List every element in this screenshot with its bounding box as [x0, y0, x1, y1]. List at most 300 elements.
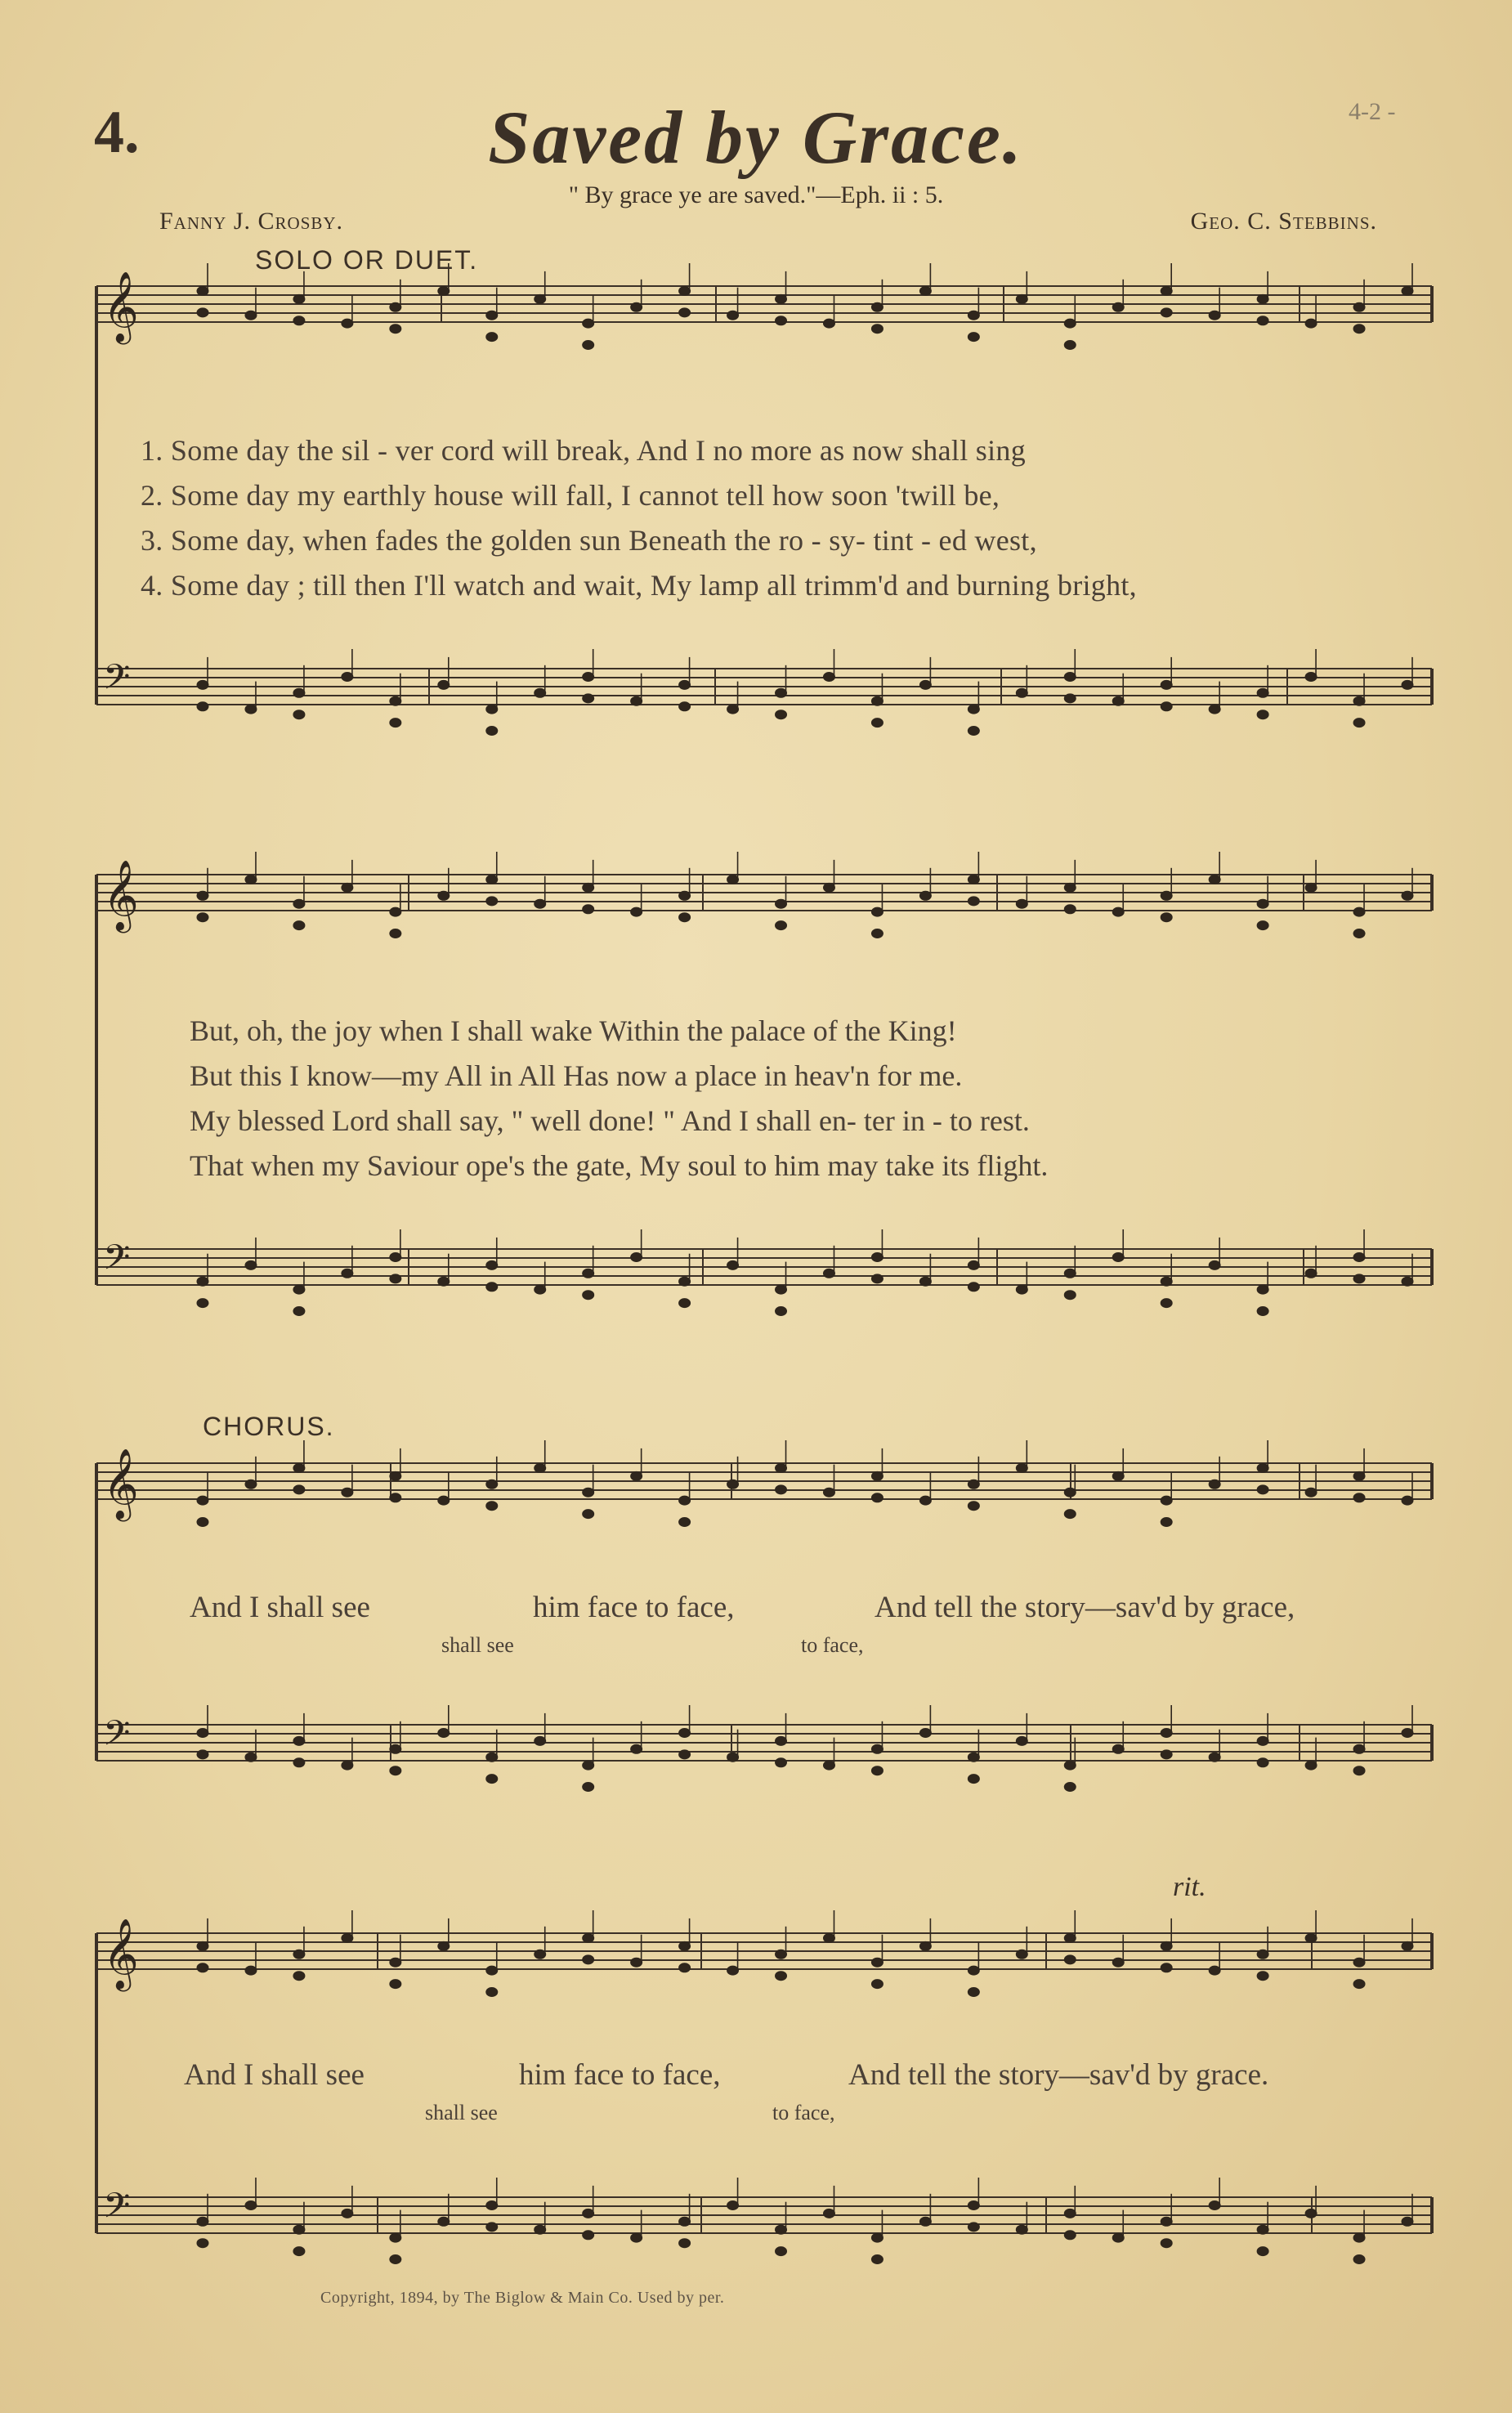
note-head: [583, 673, 594, 682]
note-head: [535, 1464, 546, 1473]
note-head: [631, 1744, 642, 1753]
note-head: [583, 1955, 594, 1964]
note-head: [968, 2223, 979, 2232]
note-head: [871, 1493, 883, 1502]
note-head: [1064, 1761, 1076, 1770]
note-head: [1305, 673, 1317, 682]
note-head: [1112, 1958, 1124, 1967]
note-head: [968, 2201, 979, 2210]
chorus-line-2-part-b: him face to face,: [519, 2058, 721, 2092]
note-head: [583, 883, 594, 892]
note-head: [197, 287, 208, 296]
verse-line-3: 3. Some day, when fades the golden sun Beneath the ro - sy- tint - ed west,: [141, 524, 1037, 557]
note-head: [871, 1766, 883, 1775]
note-head: [968, 1260, 979, 1269]
note-head: [1402, 1729, 1413, 1738]
note-head: [293, 1950, 305, 1959]
note-head: [1064, 1934, 1076, 1943]
note-head: [679, 287, 691, 296]
note-head: [776, 2247, 787, 2256]
note-head: [727, 1753, 739, 1762]
note-head: [1016, 1464, 1027, 1473]
note-head: [535, 294, 546, 303]
note-head: [486, 897, 498, 906]
note-head: [390, 325, 401, 334]
note-head: [486, 1775, 498, 1784]
note-head: [968, 311, 979, 320]
note-head: [1353, 1766, 1365, 1775]
note-head: [293, 316, 305, 325]
note-head: [1353, 1493, 1365, 1502]
note-head: [197, 1277, 208, 1286]
note-head: [679, 1518, 691, 1527]
chorus-line-1-part-a: And I shall see: [190, 1591, 370, 1624]
note-head: [1257, 1307, 1268, 1316]
note-head: [583, 1510, 594, 1519]
note-head: [727, 1966, 739, 1975]
note-head: [293, 1736, 305, 1745]
note-head: [1064, 1269, 1076, 1278]
note-head: [1209, 311, 1220, 320]
note-head: [293, 2247, 305, 2256]
note-head: [679, 308, 691, 317]
note-head: [1257, 2225, 1268, 2234]
note-head: [342, 2209, 353, 2218]
note-head: [293, 294, 305, 303]
hymn-title: Saved by Grace.: [488, 96, 1024, 179]
note-head: [293, 921, 305, 930]
note-head: [727, 2201, 739, 2210]
note-head: [968, 1988, 979, 1997]
refrain-line-1: But, oh, the joy when I shall wake Within the palace of the King!: [190, 1014, 957, 1047]
note-head: [197, 1941, 208, 1950]
note-head: [1161, 1963, 1172, 1972]
note-head: [1161, 680, 1172, 689]
note-head: [1209, 1260, 1220, 1269]
note-head: [871, 719, 883, 727]
note-head: [1112, 2233, 1124, 2242]
note-head: [968, 1283, 979, 1292]
note-head: [1305, 2209, 1317, 2218]
note-head: [679, 913, 691, 922]
note-head: [535, 1736, 546, 1745]
note-head: [1257, 1972, 1268, 1981]
note-head: [968, 1966, 979, 1975]
note-head: [1402, 2217, 1413, 2226]
note-head: [390, 1493, 401, 1502]
note-head: [679, 1496, 691, 1505]
note-head: [727, 705, 739, 714]
note-head: [1257, 294, 1268, 303]
note-head: [1064, 319, 1076, 328]
note-head: [583, 1783, 594, 1792]
copyright-notice: Copyright, 1894, by The Biglow & Main Co. Used by per.: [320, 2289, 725, 2307]
note-head: [1353, 1253, 1365, 1262]
note-head: [438, 1941, 450, 1950]
note-head: [1064, 2209, 1076, 2218]
note-head: [197, 1729, 208, 1738]
note-head: [1209, 1753, 1220, 1762]
note-head: [1353, 1958, 1365, 1967]
note-head: [197, 891, 208, 900]
note-head: [823, 319, 834, 328]
note-head: [1353, 1274, 1365, 1283]
note-head: [390, 1980, 401, 1989]
note-head: [197, 2239, 208, 2248]
note-head: [390, 1744, 401, 1753]
note-head: [1257, 2247, 1268, 2256]
note-head: [679, 702, 691, 711]
note-head: [1402, 680, 1413, 689]
note-head: [438, 680, 450, 689]
scripture-reference: " By grace ye are saved."—Eph. ii : 5.: [568, 181, 944, 208]
note-head: [438, 1277, 450, 1286]
note-head: [679, 1941, 691, 1950]
note-head: [1064, 1783, 1076, 1792]
note-head: [919, 680, 931, 689]
bass-clef-icon: 𝄢: [103, 2186, 131, 2235]
note-head: [871, 929, 883, 938]
bass-clef-icon: 𝄢: [103, 1713, 131, 1762]
note-head: [1016, 688, 1027, 697]
composer-credit: Geo. C. Stebbins.: [1190, 208, 1377, 235]
note-head: [631, 1471, 642, 1480]
verse-line-4: 4. Some day ; till then I'll watch and wait, My lamp all trimm'd and burning bright,: [141, 569, 1137, 602]
note-head: [727, 875, 739, 884]
note-head: [871, 1744, 883, 1753]
note-head: [1016, 294, 1027, 303]
note-head: [1257, 921, 1268, 930]
note-head: [342, 883, 353, 892]
hymn-number: 4.: [94, 99, 140, 166]
note-head: [293, 1485, 305, 1494]
note-head: [631, 302, 642, 311]
note-head: [438, 2217, 450, 2226]
note-head: [776, 1736, 787, 1745]
note-head: [631, 907, 642, 916]
treble-clef-icon: 𝄞: [103, 1918, 139, 1989]
note-head: [727, 1480, 739, 1489]
note-head: [1161, 1277, 1172, 1286]
chorus-label: CHORUS.: [203, 1412, 335, 1441]
note-head: [486, 311, 498, 320]
note-head: [438, 1496, 450, 1505]
note-head: [1161, 287, 1172, 296]
note-head: [968, 333, 979, 342]
note-head: [679, 1750, 691, 1759]
note-head: [1209, 1480, 1220, 1489]
note-head: [1112, 907, 1124, 916]
note-head: [919, 1496, 931, 1505]
note-head: [631, 1958, 642, 1967]
note-head: [1353, 1744, 1365, 1753]
note-head: [871, 907, 883, 916]
note-head: [1161, 1729, 1172, 1738]
note-head: [1353, 1980, 1365, 1989]
note-head: [1257, 1736, 1268, 1745]
note-head: [968, 727, 979, 736]
bass-cue-2b: to face,: [772, 2101, 835, 2124]
note-head: [342, 1269, 353, 1278]
note-head: [1305, 1761, 1317, 1770]
note-head: [583, 1488, 594, 1497]
verse-line-1: 1. Some day the sil - ver cord will break, And I no more as now shall sing: [141, 434, 1027, 467]
note-head: [919, 2217, 931, 2226]
note-head: [1257, 1464, 1268, 1473]
note-head: [776, 710, 787, 719]
note-head: [776, 316, 787, 325]
note-head: [1064, 1510, 1076, 1519]
note-head: [1257, 1950, 1268, 1959]
note-head: [390, 1958, 401, 1967]
note-head: [1112, 1744, 1124, 1753]
note-head: [1161, 913, 1172, 922]
note-head: [197, 1750, 208, 1759]
note-head: [1257, 1285, 1268, 1294]
note-head: [871, 1471, 883, 1480]
note-head: [245, 705, 257, 714]
note-head: [823, 1269, 834, 1278]
note-head: [871, 2233, 883, 2242]
note-head: [631, 2233, 642, 2242]
note-head: [245, 311, 257, 320]
note-head: [1064, 1955, 1076, 1964]
note-head: [679, 1299, 691, 1308]
chorus-line-2-part-c: And tell the story—sav'd by grace.: [848, 2058, 1269, 2092]
note-head: [486, 1502, 498, 1511]
note-head: [1112, 1471, 1124, 1480]
note-head: [486, 1260, 498, 1269]
note-head: [390, 1766, 401, 1775]
note-head: [776, 899, 787, 908]
note-head: [871, 1980, 883, 1989]
note-head: [1353, 929, 1365, 938]
treble-clef-icon: 𝄞: [103, 1448, 139, 1519]
note-head: [631, 1253, 642, 1262]
note-head: [583, 2209, 594, 2218]
chorus-line-1-part-c: And tell the story—sav'd by grace,: [875, 1591, 1295, 1624]
note-head: [245, 1480, 257, 1489]
note-head: [390, 2255, 401, 2264]
note-head: [293, 1758, 305, 1767]
note-head: [1209, 2201, 1220, 2210]
note-head: [823, 2209, 834, 2218]
note-head: [245, 1966, 257, 1975]
note-head: [535, 1285, 546, 1294]
note-head: [486, 705, 498, 714]
refrain-line-4: That when my Saviour ope's the gate, My soul to him may take its flight.: [190, 1149, 1049, 1182]
note-head: [486, 333, 498, 342]
treble-clef-icon: 𝄞: [103, 271, 139, 342]
note-head: [1161, 1496, 1172, 1505]
note-head: [1112, 1253, 1124, 1262]
note-head: [535, 1950, 546, 1959]
solo-label: SOLO OR DUET.: [255, 245, 479, 275]
note-head: [342, 1488, 353, 1497]
note-head: [390, 2233, 401, 2242]
note-head: [293, 1307, 305, 1316]
note-head: [871, 1253, 883, 1262]
bass-cue-1a: shall see: [441, 1633, 514, 1657]
note-head: [293, 1972, 305, 1981]
note-head: [1353, 2255, 1365, 2264]
note-head: [197, 1299, 208, 1308]
note-head: [727, 311, 739, 320]
note-head: [486, 875, 498, 884]
note-head: [1257, 710, 1268, 719]
note-head: [968, 705, 979, 714]
note-head: [1016, 1736, 1027, 1745]
note-head: [535, 899, 546, 908]
note-head: [1353, 2233, 1365, 2242]
note-head: [1209, 875, 1220, 884]
note-head: [1305, 1934, 1317, 1943]
note-head: [1402, 891, 1413, 900]
note-head: [197, 1518, 208, 1527]
note-head: [390, 1253, 401, 1262]
note-head: [1064, 2231, 1076, 2240]
note-head: [583, 1761, 594, 1770]
note-head: [390, 719, 401, 727]
note-head: [823, 673, 834, 682]
note-head: [1257, 899, 1268, 908]
note-head: [197, 2217, 208, 2226]
note-head: [1402, 1277, 1413, 1286]
note-head: [968, 1753, 979, 1762]
verse-line-2: 2. Some day my earthly house will fall, I cannot tell how soon 'twill be,: [141, 479, 1000, 512]
note-head: [342, 319, 353, 328]
note-head: [776, 1950, 787, 1959]
note-head: [919, 1277, 931, 1286]
note-head: [679, 1963, 691, 1972]
note-head: [871, 2255, 883, 2264]
note-head: [919, 1729, 931, 1738]
note-head: [871, 302, 883, 311]
note-head: [1016, 1950, 1027, 1959]
note-head: [486, 2223, 498, 2232]
note-head: [342, 1934, 353, 1943]
ritardando-mark: rit.: [1173, 1872, 1206, 1902]
note-head: [1257, 1485, 1268, 1494]
note-head: [390, 1274, 401, 1283]
note-head: [390, 929, 401, 938]
author-credit: Fanny J. Crosby.: [159, 208, 344, 235]
note-head: [486, 1753, 498, 1762]
note-head: [245, 875, 257, 884]
note-head: [293, 899, 305, 908]
note-head: [486, 1966, 498, 1975]
corner-mark: 4-2 -: [1349, 98, 1396, 125]
note-head: [390, 696, 401, 705]
note-head: [776, 2225, 787, 2234]
note-head: [919, 287, 931, 296]
note-head: [679, 2217, 691, 2226]
note-head: [776, 294, 787, 303]
note-head: [968, 875, 979, 884]
note-head: [1209, 705, 1220, 714]
note-head: [1064, 1291, 1076, 1300]
note-head: [1305, 319, 1317, 328]
note-head: [486, 1988, 498, 1997]
note-head: [390, 1471, 401, 1480]
note-head: [583, 905, 594, 914]
note-head: [776, 921, 787, 930]
note-head: [245, 1260, 257, 1269]
note-head: [968, 897, 979, 906]
note-head: [535, 2225, 546, 2234]
note-head: [197, 308, 208, 317]
note-head: [1161, 1750, 1172, 1759]
note-head: [679, 1729, 691, 1738]
note-head: [486, 1283, 498, 1292]
note-head: [1161, 2217, 1172, 2226]
note-head: [1257, 1758, 1268, 1767]
chorus-line-2-part-a: And I shall see: [184, 2058, 365, 2092]
note-head: [1353, 696, 1365, 705]
note-head: [293, 1285, 305, 1294]
note-head: [1016, 2225, 1027, 2234]
note-head: [968, 1502, 979, 1511]
note-head: [1305, 1488, 1317, 1497]
note-head: [1161, 1299, 1172, 1308]
note-head: [535, 688, 546, 697]
note-head: [438, 1729, 450, 1738]
note-head: [776, 1758, 787, 1767]
note-head: [1305, 1269, 1317, 1278]
note-head: [1112, 696, 1124, 705]
refrain-line-2: But this I know—my All in All Has now a place in heav'n for me.: [190, 1059, 963, 1092]
note-head: [679, 891, 691, 900]
note-head: [871, 1958, 883, 1967]
note-head: [197, 702, 208, 711]
note-head: [1064, 673, 1076, 682]
bass-clef-icon: 𝄢: [103, 1238, 131, 1287]
note-head: [293, 688, 305, 697]
note-head: [1353, 907, 1365, 916]
bass-cue-1b: to face,: [801, 1633, 864, 1657]
note-head: [679, 680, 691, 689]
note-head: [438, 891, 450, 900]
note-head: [727, 1260, 739, 1269]
note-head: [823, 1488, 834, 1497]
note-head: [1064, 694, 1076, 703]
note-head: [631, 696, 642, 705]
bass-clef-icon: 𝄢: [103, 657, 131, 706]
note-head: [679, 2239, 691, 2248]
note-head: [1064, 883, 1076, 892]
note-head: [1161, 2239, 1172, 2248]
note-head: [1353, 302, 1365, 311]
note-head: [1402, 1941, 1413, 1950]
bass-cue-2a: shall see: [425, 2101, 498, 2124]
note-head: [823, 883, 834, 892]
note-head: [293, 710, 305, 719]
note-head: [871, 696, 883, 705]
note-head: [342, 673, 353, 682]
note-head: [1402, 287, 1413, 296]
chorus-line-1-part-b: him face to face,: [533, 1591, 735, 1624]
note-head: [968, 1480, 979, 1489]
note-head: [197, 1963, 208, 1972]
note-head: [776, 688, 787, 697]
note-head: [823, 1761, 834, 1770]
note-head: [583, 1934, 594, 1943]
note-head: [871, 1274, 883, 1283]
note-head: [583, 319, 594, 328]
note-head: [293, 2225, 305, 2234]
note-head: [197, 913, 208, 922]
note-head: [919, 1941, 931, 1950]
